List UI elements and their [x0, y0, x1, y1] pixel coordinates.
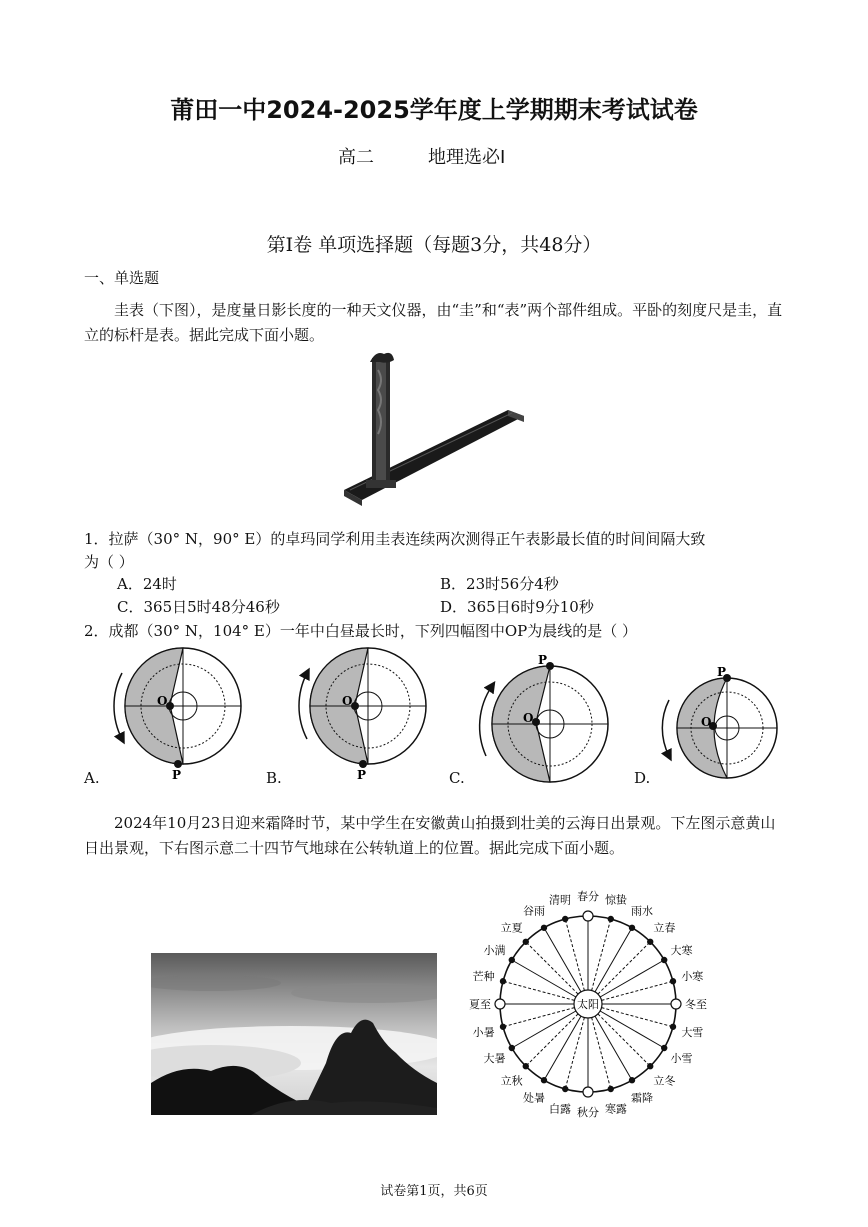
term-label: 大暑 — [483, 1052, 506, 1065]
subject-label: 地理选必Ⅰ — [428, 147, 506, 168]
term-label: 小满 — [483, 944, 506, 957]
term-point — [670, 1024, 675, 1029]
term-label: 处暑 — [523, 1091, 545, 1105]
term-label: 立秋 — [500, 1074, 523, 1088]
term-label: 夏至 — [469, 998, 491, 1011]
q2-diagram-c — [470, 652, 630, 787]
term-label: 芒种 — [472, 970, 495, 984]
q2-stem: 2．成都（30° N，104° E）一年中白昼最长时，下列四幅图中OP为晨线的是（ ） — [84, 622, 638, 640]
term-point — [629, 925, 634, 930]
term-label: 春分 — [577, 890, 599, 903]
term-point — [563, 916, 568, 921]
term-point — [662, 957, 667, 962]
label-p: P — [717, 665, 727, 679]
term-point — [583, 911, 593, 921]
term-line — [565, 1018, 584, 1089]
term-line — [592, 919, 611, 990]
term-line — [503, 981, 574, 1000]
section-heading: 一、单选题 — [84, 269, 160, 287]
term-point — [608, 916, 613, 921]
term-point — [662, 1045, 667, 1050]
term-line — [592, 1018, 611, 1089]
term-label: 小雪 — [670, 1052, 693, 1065]
q1-option-a: A．24时 — [117, 575, 177, 593]
q2-label-a: A. — [84, 769, 100, 787]
term-line — [565, 919, 584, 990]
part-heading: 第Ⅰ卷 单项选择题（每题3分，共48分） — [266, 234, 602, 256]
term-point — [541, 1078, 546, 1083]
grade-label: 高二 — [338, 147, 374, 168]
label-o: O — [523, 711, 534, 725]
term-line — [526, 1014, 578, 1066]
q2-diagram-d — [655, 660, 795, 785]
term-point — [671, 999, 681, 1009]
label-o: O — [342, 694, 353, 708]
q1-stem-line2: 为（ ） — [84, 553, 134, 571]
term-label: 雨水 — [631, 904, 653, 918]
q1-option-c: C．365日5时48分46秒 — [117, 598, 280, 616]
term-point — [495, 999, 505, 1009]
term-label: 谷雨 — [523, 904, 545, 918]
term-line — [602, 981, 673, 1000]
term-point — [563, 1086, 568, 1091]
q2-diagram-b — [285, 645, 435, 785]
exam-title: 莆田一中2024-2025学年度上学期期末考试试卷 — [170, 96, 698, 124]
label-o: O — [157, 694, 168, 708]
term-line — [602, 1008, 673, 1027]
term-label: 白露 — [549, 1102, 572, 1116]
term-line — [598, 1014, 650, 1066]
term-line — [503, 1008, 574, 1027]
q2-label-b: B. — [266, 769, 282, 787]
label-p: P — [357, 768, 367, 782]
term-label: 惊蛰 — [604, 893, 627, 907]
solar-terms-orbit-diagram — [462, 888, 724, 1123]
label-o: O — [701, 715, 712, 729]
term-label: 大寒 — [670, 944, 693, 957]
q2-diagram-a — [100, 645, 250, 785]
term-point — [648, 1064, 653, 1069]
term-label: 小寒 — [681, 970, 704, 984]
term-label: 立冬 — [653, 1074, 676, 1088]
q2-label-c: C. — [449, 769, 465, 787]
term-point — [523, 1064, 528, 1069]
q1-option-b: B．23时56分4秒 — [440, 575, 559, 593]
term-label: 寒露 — [604, 1102, 627, 1116]
term-label: 清明 — [549, 893, 572, 907]
q1-option-d: D．365日6时9分10秒 — [440, 598, 594, 616]
term-label: 大雪 — [681, 1025, 704, 1039]
term-line — [526, 942, 578, 994]
term-point — [608, 1086, 613, 1091]
term-label: 秋分 — [577, 1106, 599, 1119]
term-label: 冬至 — [685, 998, 707, 1011]
term-label: 小暑 — [472, 1025, 495, 1039]
sun-label: 太阳 — [577, 998, 599, 1011]
term-point — [500, 1024, 505, 1029]
guibiao-image — [340, 350, 530, 510]
term-point — [629, 1078, 634, 1083]
intro-paragraph-2: 2024年10月23日迎来霜降时节，某中学生在安徽黄山拍摄到壮美的云海日出景观。下左图示意黄山日出景观，下右图示意二十四节气地球在公转轨道上的位置。据此完成下面小题。 — [84, 814, 776, 857]
huangshan-sunrise-photo — [151, 953, 437, 1115]
q1-stem-line1: 1．拉萨（30° N，90° E）的卓玛同学利用圭表连续两次测得正午表影最长值的时间间隔大致 — [84, 530, 706, 548]
term-point — [583, 1087, 593, 1097]
page-footer: 试卷第1页，共6页 — [380, 1184, 488, 1199]
term-point — [541, 925, 546, 930]
intro-paragraph-1: 圭表（下图），是度量日影长度的一种天文仪器，由“圭”和“表”两个部件组成。平卧的刻度尺是圭，直立的标杆是表。据此完成下面小题。 — [84, 301, 783, 344]
term-point — [509, 957, 514, 962]
term-label: 霜降 — [631, 1091, 653, 1105]
term-point — [670, 979, 675, 984]
term-point — [648, 939, 653, 944]
term-line — [598, 942, 650, 994]
term-label: 立夏 — [500, 921, 523, 935]
term-label: 立春 — [653, 921, 676, 935]
term-point — [523, 939, 528, 944]
label-p: P — [538, 653, 548, 667]
label-p: P — [172, 768, 182, 782]
term-point — [500, 979, 505, 984]
q2-label-d: D. — [634, 769, 651, 787]
term-point — [509, 1045, 514, 1050]
